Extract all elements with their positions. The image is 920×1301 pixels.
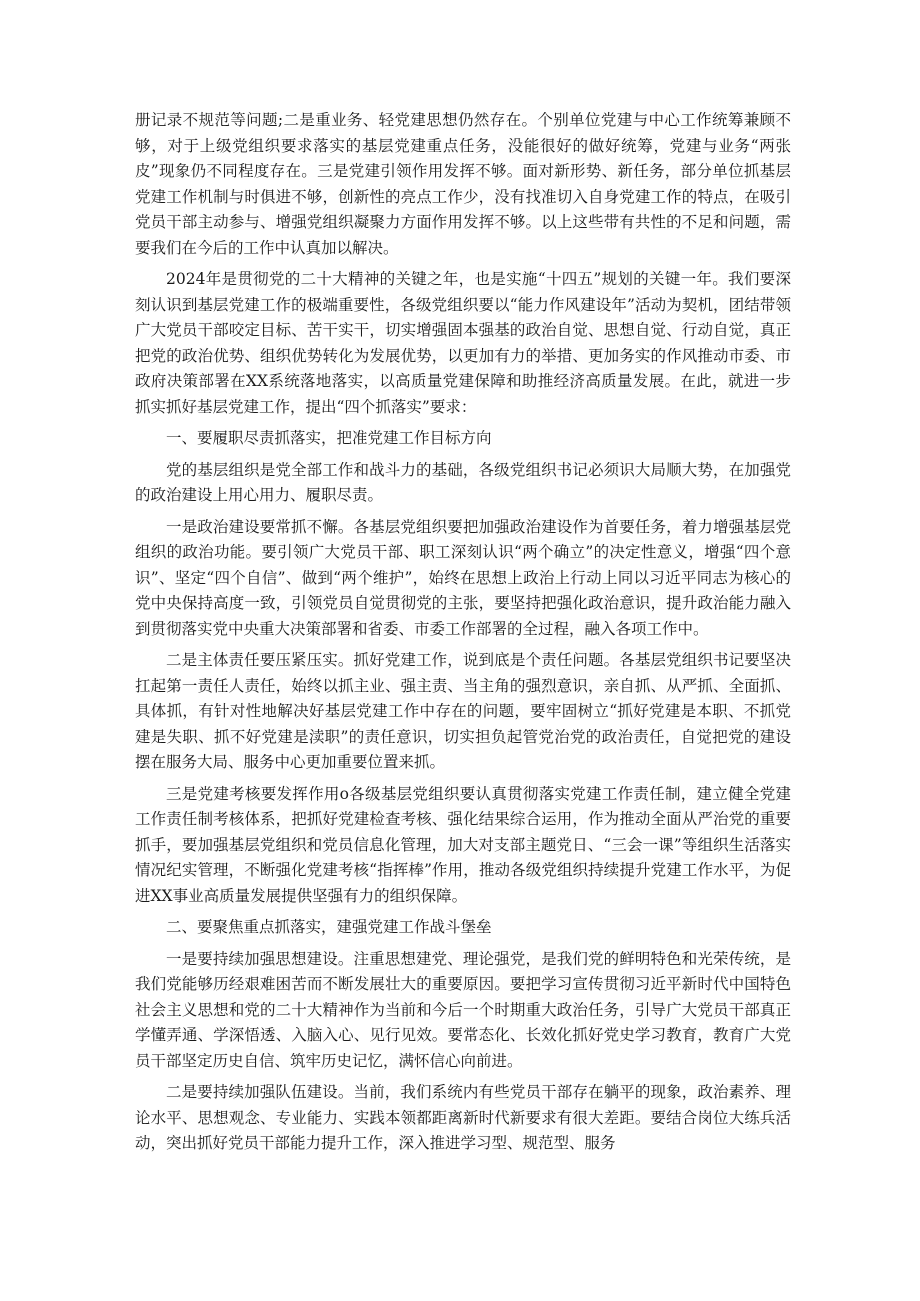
paragraph-2024-overview: 2024年是贯彻党的二十大精神的关键之年，也是实施“十四五”规划的关键一年。我们要深刻认识到基层党建工作的极端重要性，各级党组织要以“能力作风建设年”活动为契机，团结带领广大党员干部咬定目标、苦干实干，切实增强固本强基的政治自觉、思想自觉、行动自觉，真正把党的政治优势、组织优势转化为发展优势，以更加有力的举措、更加务实的作风推动市委、市政府决策部署在XX系统落地落实，以高质量党建保障和助推经济高质量发展。在此，就进一步抓实抓好基层党建工作，提出“四个抓落实”要求：: [135, 270, 791, 416]
paragraph-continuation: 册记录不规范等问题;二是重业务、轻党建思想仍然存在。个别单位党建与中心工作统筹兼顾不够，对于上级党组织要求落实的基层党建重点任务，没能很好的做好统筹，党建与业务“两张皮”现象仍不同程度存在。三是党建引领作用发挥不够。面对新形势、新任务，部分单位抓基层党建工作机制与时俱进不够，创新性的亮点工作少，没有找准切入自身党建工作的特点，在吸引党员干部主动参与、增强党组织凝聚力方面作用发挥不够。以上这些带有共性的不足和问题，需要我们在今后的工作中认真加以解决。: [135, 111, 791, 257]
section-heading-2: 二、要聚焦重点抓落实，建强党建工作战斗堡垒: [166, 918, 492, 936]
document-page: [135, 108, 791, 1163]
paragraph-grassroots-foundation: 党的基层组织是党全部工作和战斗力的基础，各级党组织书记必须识大局顺大势，在加强党的政治建设上用心用力、履职尽责。: [135, 460, 791, 504]
paragraph-main-responsibility: 二是主体责任要压紧压实。抓好党建工作，说到底是个责任问题。各基层党组织书记要坚决扛起第一责任人责任，始终以抓主业、强主责、当主角的强烈意识，亲自抓、从严抓、全面抓、具体抓，有针对性地解决好基层党建工作中存在的问题，要牢固树立“抓好党建是本职、不抓党建是失职、抓不好党建是渎职”的责任意识，切实担负起管党治党的政治责任，自觉把党的建设摆在服务大局、服务中心更加重要位置来抓。: [135, 651, 791, 771]
paragraph-assessment: 三是党建考核要发挥作用o各级基层党组织要认真贯彻落实党建工作责任制，建立健全党建工作责任制考核体系，把抓好党建检查考核、强化结果综合运用，作为推动全面从严治党的重要抓手，要加强基层党组织和党员信息化管理，加大对支部主题党日、“三会一课”等组织生活落实情况纪实管理，不断强化党建考核“指挥棒”作用，推动各级党组织持续提升党建工作水平，为促进XX事业高质量发展提供坚强有力的组织保障。: [135, 784, 791, 905]
paragraph-ideological-construction: 一是要持续加强思想建设。注重思想建党、理论强党，是我们党的鲜明特色和光荣传统，是我们党能够历经艰难困苦而不断发展壮大的重要原因。要把学习宣传贯彻习近平新时代中国特色社会主义思想和党的二十大精神作为当前和今后一个时期重大政治任务，引导广大党员干部真正学懂弄通、学深悟透、入脑入心、见行见效。要常态化、长效化抓好党史学习教育，教育广大党员干部坚定历史自信、筑牢历史记忆，满怀信心向前进。: [135, 949, 791, 1070]
paragraph-team-construction: 二是要持续加强队伍建设。当前，我们系统内有些党员干部存在躺平的现象，政治素养、理论水平、思想观念、专业能力、实践本领都距离新时代新要求有很大差距。要结合岗位大练兵活动，突出抓好党员干部能力提升工作，深入推进学习型、规范型、服务: [135, 1083, 791, 1152]
section-heading-1: 一、要履职尽责抓落实，把准党建工作目标方向: [166, 429, 492, 447]
paragraph-political-construction: 一是政治建设要常抓不懈。各基层党组织要把加强政治建设作为首要任务，着力增强基层党组织的政治功能。要引领广大党员干部、职工深刻认识“两个确立”的决定性意义，增强“四个意识”、坚定“四个自信”、做到“两个维护”，始终在思想上政治上行动上同以习近平同志为核心的党中央保持高度一致，引领党员自觉贯彻党的主张，要坚持把强化政治意识，提升政治能力融入到贯彻落实党中央重大决策部署和省委、市委工作部署的全过程，融入各项工作中。: [135, 517, 791, 638]
